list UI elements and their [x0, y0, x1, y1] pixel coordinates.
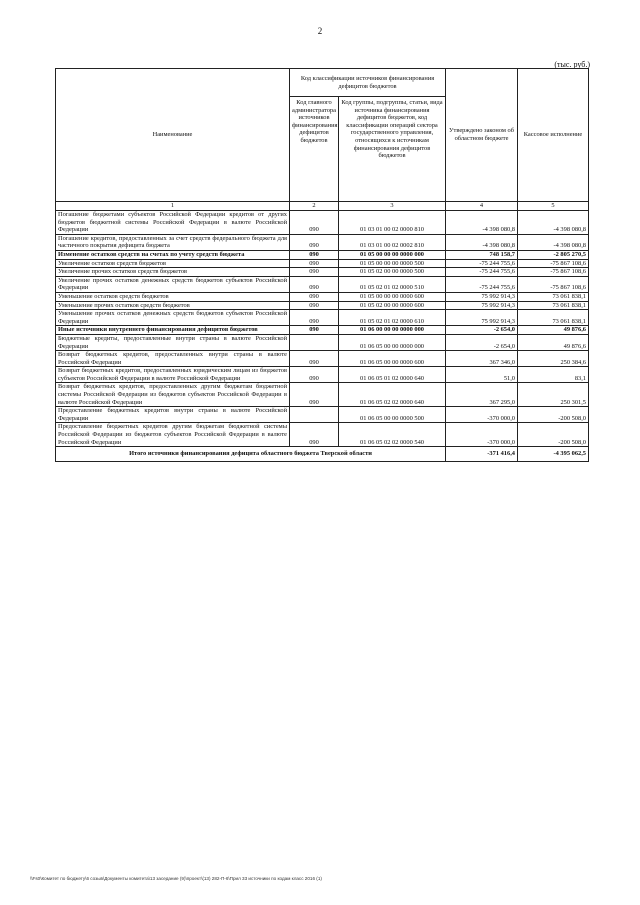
row-name: Увеличение прочих остатков денежных средств бюджетов субъектов Российской Федерации [56, 276, 290, 292]
row-approved: 367 346,0 [446, 351, 518, 367]
header-cash: Кассовое исполнение [518, 69, 589, 202]
table-row [56, 326, 589, 335]
row-name: Предоставление бюджетных кредитов другим бюджетам бюджетной системы Российской Федерации из бюджетов субъектов Российской Федерации в валюте Российской Федерации [56, 423, 290, 447]
row-cash: -4 398 080,8 [518, 234, 589, 250]
file-path-footer: \\Fs0\Комитет по бюджету\6 созыв\Документы комитета\13 заседание (9)\проект\(13) 282-П-6\Прил 33 источники по кодам класс 2016 (1) [30, 876, 322, 881]
row-source-code: 01 06 05 00 00 0000 000 [339, 334, 446, 350]
header-approved: Утверждено законом об областном бюджете [446, 69, 518, 202]
row-admin-code: 090 [290, 326, 339, 335]
table-row [56, 367, 589, 383]
total-label: Итого источники финансирования дефицита областного бюджета Тверской области [56, 447, 446, 462]
row-cash: 49 876,6 [518, 334, 589, 350]
row-approved: -370 000,0 [446, 423, 518, 447]
row-source-code: 01 03 01 00 02 0000 810 [339, 211, 446, 235]
table-row [56, 334, 589, 350]
row-name: Предоставление бюджетных кредитов внутри страны в валюте Российской Федерации [56, 407, 290, 423]
page-number: 2 [317, 26, 323, 36]
row-source-code: 01 06 05 00 00 0000 600 [339, 351, 446, 367]
row-source-code: 01 06 05 02 02 0000 640 [339, 383, 446, 407]
table-row [56, 301, 589, 310]
table-row [56, 383, 589, 407]
row-approved: 75 992 914,3 [446, 301, 518, 310]
row-cash: 49 876,6 [518, 326, 589, 335]
row-cash: -75 867 108,6 [518, 276, 589, 292]
row-approved: -4 398 080,8 [446, 211, 518, 235]
total-row [56, 447, 589, 462]
col-number: 5 [518, 202, 589, 211]
row-admin-code: 090 [290, 234, 339, 250]
row-name: Изменение остатков средств на счетах по учету средств бюджета [56, 250, 290, 259]
row-admin-code: 090 [290, 276, 339, 292]
row-source-code: 01 06 00 00 00 0000 000 [339, 326, 446, 335]
row-admin-code: 090 [290, 423, 339, 447]
row-approved: -4 398 080,8 [446, 234, 518, 250]
row-admin-code: 090 [290, 310, 339, 326]
row-source-code: 01 06 05 02 02 0000 540 [339, 423, 446, 447]
col-number: 3 [339, 202, 446, 211]
row-name: Увеличение прочих остатков средств бюджетов [56, 268, 290, 277]
row-cash: -200 508,0 [518, 423, 589, 447]
row-admin-code: 090 [290, 211, 339, 235]
row-approved: 75 992 914,3 [446, 292, 518, 301]
row-cash: 73 061 838,1 [518, 310, 589, 326]
row-name: Иные источники внутреннего финансирования дефицитов бюджетов [56, 326, 290, 335]
table-row [56, 292, 589, 301]
row-name: Увеличение остатков средств бюджетов [56, 259, 290, 268]
row-cash: 73 061 838,1 [518, 301, 589, 310]
row-admin-code: 090 [290, 367, 339, 383]
total-approved: -371 416,4 [446, 447, 518, 462]
row-admin-code [290, 334, 339, 350]
col-number: 4 [446, 202, 518, 211]
row-name: Бюджетные кредиты, предоставленные внутри страны в валюте Российской Федерации [56, 334, 290, 350]
row-cash: -4 398 080,8 [518, 211, 589, 235]
row-cash: -2 805 270,5 [518, 250, 589, 259]
row-cash: -75 867 108,6 [518, 268, 589, 277]
header-code-article: Код группы, подгруппы, статьи, вида источника финансирования дефицитов бюджетов, код классификации операций сектора государственного управления, относящихся к источникам финансирования дефицитов бюджетов [339, 97, 446, 202]
row-name: Погашение кредитов, предоставленных за счет средств федерального бюджета для частичного покрытия дефицита бюджета [56, 234, 290, 250]
row-admin-code: 090 [290, 383, 339, 407]
row-approved: -75 244 755,6 [446, 259, 518, 268]
row-cash: 73 061 838,1 [518, 292, 589, 301]
sources-table [55, 68, 589, 462]
row-cash: -200 508,0 [518, 407, 589, 423]
row-name: Возврат бюджетных кредитов, предоставленных юридическим лицам из бюджетов субъектов Российской Федерации в валюте Российской Федерации [56, 367, 290, 383]
row-source-code: 01 05 00 00 00 0000 600 [339, 292, 446, 301]
table-row [56, 259, 589, 268]
row-source-code: 01 05 00 00 00 0000 000 [339, 250, 446, 259]
row-approved: -370 000,0 [446, 407, 518, 423]
total-cash: -4 395 062,5 [518, 447, 589, 462]
table-row [56, 268, 589, 277]
table-row [56, 351, 589, 367]
row-cash: 83,1 [518, 367, 589, 383]
row-admin-code: 090 [290, 250, 339, 259]
row-source-code: 01 05 02 00 00 0000 600 [339, 301, 446, 310]
header-name: Наименование [56, 69, 290, 202]
row-approved: -75 244 755,6 [446, 276, 518, 292]
row-approved: 75 992 914,3 [446, 310, 518, 326]
row-approved: -2 654,0 [446, 334, 518, 350]
row-name: Уменьшение прочих остатков денежных средств бюджетов субъектов Российской Федерации [56, 310, 290, 326]
row-cash: -75 867 108,6 [518, 259, 589, 268]
header-code-group: Код классификации источников финансирования дефицитов бюджетов [290, 69, 446, 97]
row-admin-code: 090 [290, 268, 339, 277]
row-source-code: 01 05 02 01 02 0000 510 [339, 276, 446, 292]
row-approved: 748 158,7 [446, 250, 518, 259]
row-admin-code: 090 [290, 259, 339, 268]
row-source-code: 01 05 02 00 00 0000 500 [339, 268, 446, 277]
row-name: Уменьшение прочих остатков средств бюджетов [56, 301, 290, 310]
table-row [56, 250, 589, 259]
row-name: Уменьшение остатков средств бюджетов [56, 292, 290, 301]
row-name: Возврат бюджетных кредитов, предоставленных внутри страны в валюте Российской Федерации [56, 351, 290, 367]
row-cash: 250 301,5 [518, 383, 589, 407]
row-admin-code [290, 407, 339, 423]
table-row [56, 234, 589, 250]
row-approved: 51,0 [446, 367, 518, 383]
table-row [56, 407, 589, 423]
row-name: Возврат бюджетных кредитов, предоставленных другим бюджетам бюджетной системы Российской Федерации из бюджетов субъектов Российской Федерации в валюте Российской Федерации [56, 383, 290, 407]
row-name: Погашение бюджетами субъектов Российской Федерации кредитов от других бюджетов бюджетной системы Российской Федерации в валюте Российской Федерации [56, 211, 290, 235]
row-approved: -2 654,0 [446, 326, 518, 335]
row-source-code: 01 06 05 00 00 0000 500 [339, 407, 446, 423]
row-admin-code: 090 [290, 301, 339, 310]
table-row [56, 276, 589, 292]
row-admin-code: 090 [290, 351, 339, 367]
table-row [56, 211, 589, 235]
row-source-code: 01 05 02 01 02 0000 610 [339, 310, 446, 326]
row-source-code: 01 06 05 01 02 0000 640 [339, 367, 446, 383]
table-row [56, 310, 589, 326]
units-label: (тыс. руб.) [554, 60, 590, 69]
row-cash: 250 384,6 [518, 351, 589, 367]
row-approved: 367 295,0 [446, 383, 518, 407]
row-source-code: 01 03 01 00 02 0002 810 [339, 234, 446, 250]
col-number: 1 [56, 202, 290, 211]
row-admin-code: 090 [290, 292, 339, 301]
row-source-code: 01 05 00 00 00 0000 500 [339, 259, 446, 268]
row-approved: -75 244 755,6 [446, 268, 518, 277]
col-number: 2 [290, 202, 339, 211]
header-code-admin: Код главного администратора источников финансирования дефицитов бюджетов [290, 97, 339, 202]
table-row [56, 423, 589, 447]
